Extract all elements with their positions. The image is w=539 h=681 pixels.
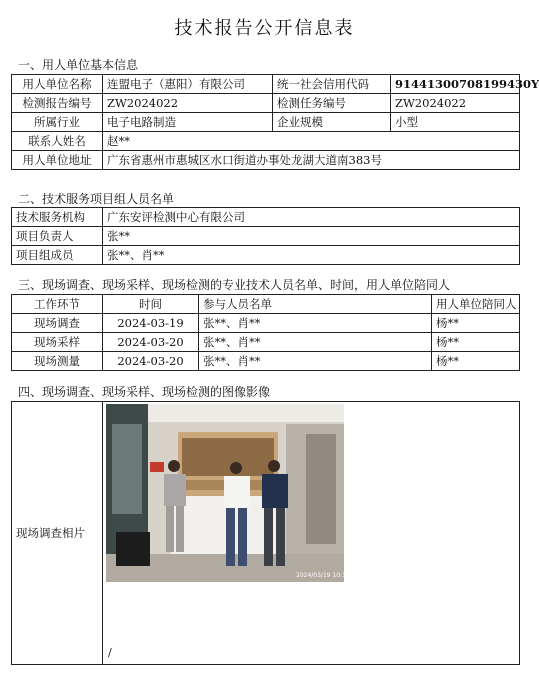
industry-label: 所属行业: [12, 113, 103, 132]
section-2-heading: 二、技术服务项目组人员名单: [18, 192, 175, 206]
header-cell: 工作环节: [12, 295, 103, 314]
escort-cell: 杨**: [432, 352, 520, 371]
trailing-slash: /: [108, 646, 112, 659]
report-no-value: ZW2024022: [103, 94, 273, 113]
scale-value: 小型: [391, 113, 520, 132]
stage-cell: 现场采样: [12, 333, 103, 352]
basic-info-table: [11, 74, 539, 170]
date-cell: 2024-03-20: [103, 333, 199, 352]
task-no-value: ZW2024022: [391, 94, 520, 113]
table-row: [12, 402, 520, 665]
table-row: [12, 208, 520, 227]
page-title: 技术报告公开信息表: [174, 18, 355, 39]
participants-cell: 张**、肖**: [199, 314, 432, 333]
header-cell: 用人单位陪同人: [432, 295, 520, 314]
table-header-row: [12, 295, 520, 314]
section-3-heading: 三、现场调查、现场采样、现场检测的专业技术人员名单、时间，用人单位陪同人: [18, 278, 451, 292]
org-value: 广东安评检测中心有限公司: [103, 208, 520, 227]
table-row: [12, 75, 520, 94]
table-row: [12, 227, 520, 246]
stage-cell: 现场调查: [12, 314, 103, 333]
address-label: 用人单位地址: [12, 151, 103, 170]
site-survey-photo: [106, 404, 350, 582]
escort-cell: 杨**: [432, 314, 520, 333]
leader-label: 项目负责人: [12, 227, 103, 246]
address-value: 广东省惠州市惠城区水口街道办事处龙湖大道南383号: [103, 151, 520, 170]
unit-name-label: 用人单位名称: [12, 75, 103, 94]
field-work-table: [11, 294, 520, 371]
header-cell: 参与人员名单: [199, 295, 432, 314]
org-label: 技术服务机构: [12, 208, 103, 227]
table-row: [12, 314, 520, 333]
table-row: [12, 113, 520, 132]
date-cell: 2024-03-19: [103, 314, 199, 333]
members-value: 张**、肖**: [103, 246, 520, 265]
industry-value: 电子电路制造: [103, 113, 273, 132]
scale-label: 企业规模: [273, 113, 391, 132]
members-label: 项目组成员: [12, 246, 103, 265]
escort-cell: 杨**: [432, 333, 520, 352]
photo-cell: [103, 402, 520, 665]
header-cell: 时间: [103, 295, 199, 314]
site-photo-image: [106, 404, 350, 582]
photo-table: [11, 401, 520, 665]
section-1-heading: 一、用人单位基本信息: [18, 58, 139, 72]
credit-code-label: 统一社会信用代码: [273, 75, 391, 94]
unit-name-value: 连盟电子（惠阳）有限公司: [103, 75, 273, 94]
table-row: [12, 246, 520, 265]
photo-label: 现场调查相片: [12, 402, 103, 665]
credit-code-value: 91441300708199430Y: [391, 75, 520, 94]
table-row: [12, 333, 520, 352]
table-row: [12, 132, 520, 151]
participants-cell: 张**、肖**: [199, 352, 432, 371]
table-row: [12, 352, 520, 371]
task-no-label: 检测任务编号: [273, 94, 391, 113]
leader-value: 张**: [103, 227, 520, 246]
date-cell: 2024-03-20: [103, 352, 199, 371]
participants-cell: 张**、肖**: [199, 333, 432, 352]
table-row: [12, 94, 520, 113]
table-row: [12, 151, 520, 170]
section-4-heading: 四、现场调查、现场采样、现场检测的图像影像: [18, 385, 271, 399]
photo-timestamp: 2024/03/19 10:17: [296, 572, 350, 579]
stage-cell: 现场测量: [12, 352, 103, 371]
project-team-table: [11, 207, 520, 265]
contact-label: 联系人姓名: [12, 132, 103, 151]
report-no-label: 检测报告编号: [12, 94, 103, 113]
contact-value: 赵**: [103, 132, 520, 151]
